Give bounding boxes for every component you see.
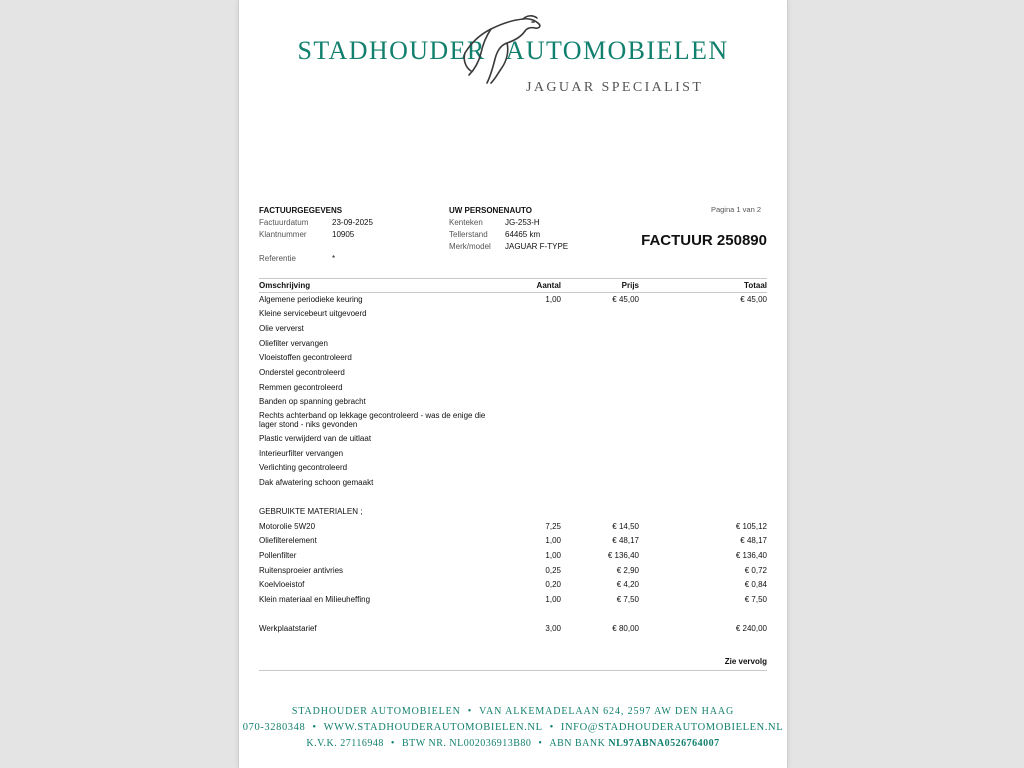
footer-separator: • [312,722,317,733]
brand-name-left: STADHOUDER [297,36,486,65]
continued-row [259,656,767,668]
row-price: € 45,00 [612,295,639,304]
note-line-1: Rechts achterband op lekkage gecontroleerd - was de enige die [259,411,486,420]
table-row [259,352,767,364]
table-row [259,382,767,394]
customer-number-value: 10905 [332,230,355,239]
odometer-value: 64465 km [505,230,541,239]
table-row [259,294,767,306]
row-description: Oliefilter vervangen [259,339,328,348]
table-row [259,594,767,606]
continued-label: Zie vervolg [724,657,767,666]
table-row [259,462,767,474]
table-row [259,433,767,445]
footer-line-2 [239,722,787,733]
row-description: Koelvloeistof [259,580,305,589]
row-description: Algemene periodieke keuring [259,295,363,304]
header-description: Omschrijving [259,281,311,290]
header-price: Prijs [621,281,639,290]
invoice-title: FACTUUR 250890 [641,232,767,249]
brand-tagline: JAGUAR SPECIALIST [526,80,704,95]
row-description: Plastic verwijderd van de uitlaat [259,434,372,443]
invoice-date-label: Factuurdatum [259,218,309,227]
row-quantity: 1,00 [545,551,561,560]
plate-value: JG-253-H [505,218,540,227]
row-total: € 105,12 [735,522,767,531]
footer-email: INFO@STADHOUDERAUTOMOBIELEN.NL [560,722,784,733]
row-description: Banden op spanning gebracht [259,397,366,406]
row-total: € 7,50 [744,595,767,604]
table-row [259,323,767,335]
row-description: Verlichting gecontroleerd [259,463,348,472]
row-description: Olie ververst [259,324,304,333]
table-bottom-divider [259,670,767,671]
footer-phone: 070-3280348 [242,722,306,733]
table-row [259,367,767,379]
table-top-divider [259,278,767,279]
row-description: Dak afwatering schoon gemaakt [259,478,374,487]
footer-separator: • [549,722,554,733]
invoice-info-heading: FACTUURGEGEVENS [259,206,343,215]
row-quantity: 1,00 [545,595,561,604]
row-price: € 80,00 [612,624,639,633]
table-row [259,623,767,635]
header-total: Totaal [744,281,767,290]
footer-line-1 [239,706,787,717]
row-total: € 136,40 [735,551,767,560]
brand-name-right: AUTOMOBIELEN [505,36,729,65]
table-row [259,550,767,562]
row-description: Vloeistoffen gecontroleerd [259,353,352,362]
row-total: € 45,00 [740,295,767,304]
row-quantity: 0,20 [545,580,561,589]
row-price: € 2,90 [616,566,639,575]
row-quantity: 1,00 [545,536,561,545]
row-quantity: 7,25 [545,522,561,531]
row-quantity: 0,25 [545,566,561,575]
table-row [259,338,767,350]
footer-company: STADHOUDER AUTOMOBIELEN [291,706,461,717]
row-description: Pollenfilter [259,551,297,560]
table-row [259,535,767,547]
footer-iban: NL97ABNA0526764007 [608,738,720,749]
row-description: Motorolie 5W20 [259,522,316,531]
table-header-divider [259,292,767,293]
odometer-label: Tellerstand [449,230,488,239]
reference-label: Referentie [259,254,296,263]
table-row [259,448,767,460]
row-total: € 0,72 [744,566,767,575]
footer-line-3 [239,738,787,749]
table-row [259,396,767,408]
footer-btw: BTW NR. NL002036913B80 [401,738,532,749]
page-indicator: Pagina 1 van 2 [710,205,761,214]
row-price: € 7,50 [616,595,639,604]
row-description: Klein materiaal en Milieuheffing [259,595,371,604]
model-label: Merk/model [449,242,491,251]
vehicle-heading: UW PERSONENAUTO [449,206,532,215]
row-description: Werkplaatstarief [259,624,317,633]
table-row [259,308,767,320]
model-value: JAGUAR F-TYPE [505,242,569,251]
footer-separator: • [390,738,395,749]
leaping-jaguar-icon [457,13,543,87]
invoice-date-value: 23-09-2025 [332,218,373,227]
plate-label: Kenteken [449,218,483,227]
invoice-page [239,0,787,768]
footer-bank-label: ABN BANK [549,738,606,749]
table-row [259,565,767,577]
row-quantity: 1,00 [545,295,561,304]
reference-value: * [332,254,336,263]
table-row [259,579,767,591]
note-line-2: lager stond - niks gevonden [259,420,358,429]
row-total: € 240,00 [735,624,767,633]
customer-number-label: Klantnummer [259,230,307,239]
row-description: Oliefilterelement [259,536,317,545]
row-description: Kleine servicebeurt uitgevoerd [259,309,367,318]
header-quantity: Aantal [536,281,561,290]
row-quantity: 3,00 [545,624,561,633]
row-price: € 136,40 [607,551,639,560]
row-price: € 48,17 [612,536,639,545]
footer-address: VAN ALKEMADELAAN 624, 2597 AW DEN HAAG [479,706,735,717]
row-total: € 48,17 [740,536,767,545]
row-description: Remmen gecontroleerd [259,383,343,392]
row-description: Ruitensproeier antivries [259,566,344,575]
row-description: Interieurfilter vervangen [259,449,344,458]
table-row [259,521,767,533]
footer-website: WWW.STADHOUDERAUTOMOBIELEN.NL [323,722,543,733]
table-row [259,477,767,489]
footer-separator: • [467,706,473,717]
materials-heading-row [259,506,767,518]
footer-separator: • [538,738,543,749]
row-total: € 0,84 [744,580,767,589]
row-price: € 4,20 [616,580,639,589]
row-description: Onderstel gecontroleerd [259,368,345,377]
materials-heading: GEBRUIKTE MATERIALEN ; [259,507,363,516]
table-row-note [259,419,767,431]
row-price: € 14,50 [612,522,639,531]
footer-kvk: K.V.K. 27116948 [306,738,384,749]
table-header-row [259,280,767,292]
